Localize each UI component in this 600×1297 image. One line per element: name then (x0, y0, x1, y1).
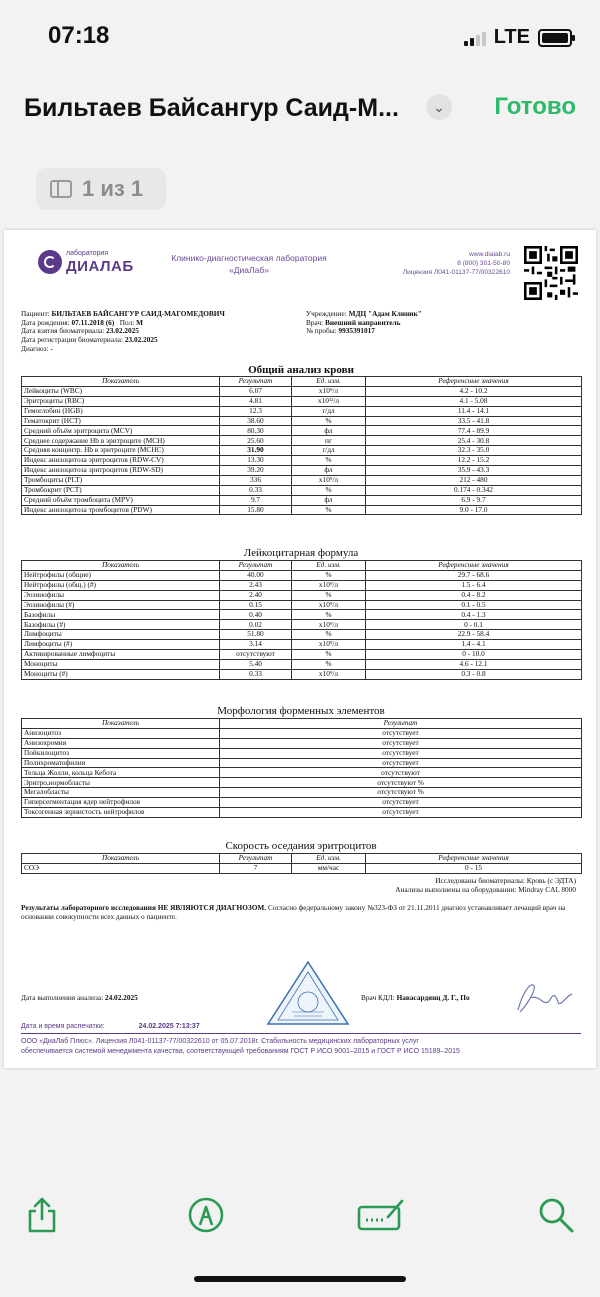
table-row (22, 446, 582, 456)
lab-contacts: www.dialab.ru 8 (800) 301-50-80 Лицензия Л041-01137-77/00322610 (402, 251, 510, 276)
row-value: 51.80 (220, 630, 292, 640)
row-value: г/дл (292, 406, 366, 416)
chevron-down-icon[interactable]: ⌄ (426, 94, 452, 120)
row-label: Лимфоциты (22, 630, 220, 640)
row-value: 35.9 - 43.3 (366, 466, 582, 476)
row-value: фл (292, 466, 366, 476)
table-row (22, 630, 582, 640)
cbc-table (21, 376, 582, 515)
status-bar (0, 0, 600, 76)
row-value: 2.43 (220, 580, 292, 590)
page-count: 1 из 1 (82, 176, 144, 201)
row-label: Мегалобласты (22, 788, 220, 798)
row-value: 33.5 - 41.8 (366, 416, 582, 426)
row-value: 0.02 (220, 620, 292, 630)
row-value: 1.5 - 6.4 (366, 580, 582, 590)
table-row (22, 456, 582, 466)
table-row (22, 475, 582, 485)
row-value: 77.4 - 89.9 (366, 426, 582, 436)
table-header: Показатель Результат Ед. изм. Референсные значения (22, 561, 582, 571)
row-label: Среднее содержание Hb в эритроците (MCH) (22, 436, 220, 446)
table-row (22, 669, 582, 679)
stamp-image (266, 960, 350, 1026)
table-row (22, 416, 582, 426)
row-value: 0.1 - 0.5 (366, 600, 582, 610)
row-value: 12.2 - 15.2 (366, 456, 582, 466)
table-row (22, 436, 582, 446)
lab-doctor: Врач КДЛ: Навасардянц Д. Г., По (361, 993, 470, 1002)
row-value: 212 - 480 (366, 475, 582, 485)
divider (21, 1033, 581, 1034)
row-value: % (292, 630, 366, 640)
table-row (22, 426, 582, 436)
row-value: отсутствует (220, 748, 582, 758)
row-value: отсутствуют % (220, 788, 582, 798)
battery-icon (538, 29, 572, 47)
clock: 07:18 (48, 22, 110, 49)
row-label: Тромбокрит (PCT) (22, 485, 220, 495)
row-value: х10⁹/л (292, 620, 366, 630)
table-row (22, 406, 582, 416)
row-value: 38.60 (220, 416, 292, 426)
row-label: Моноциты (22, 659, 220, 669)
table-row (22, 570, 582, 580)
row-value: 5.40 (220, 659, 292, 669)
table-header: Показатель Результат Ед. изм. Референсные значения (22, 854, 582, 864)
row-value: 6.07 (220, 386, 292, 396)
sidebar-icon (50, 180, 72, 198)
row-value: г/дл (292, 446, 366, 456)
row-value: 4.2 - 10.2 (366, 386, 582, 396)
row-label: Средняя концентр. Hb в эритроците (MCHC) (22, 446, 220, 456)
row-value: х10⁹/л (292, 640, 366, 650)
row-label: Полихроматофилия (22, 758, 220, 768)
license-line-2: обеспечивается системой менеджмента качества, соответствующей требованиям ГОСТ Р ИСО 9001–2015 и ГОСТ Р ИСО 15189–2015 (21, 1048, 460, 1055)
row-value: 6.9 - 9.7 (366, 495, 582, 505)
row-value: 11.4 - 14.1 (366, 406, 582, 416)
row-value: х10⁹/л (292, 580, 366, 590)
document-header (4, 230, 596, 312)
row-label: Базофилы (#) (22, 620, 220, 630)
row-value: 0.33 (220, 669, 292, 679)
section-title-leuko: Лейкоцитарная формула (243, 547, 359, 559)
table-row (22, 758, 582, 768)
row-value: 0.33 (220, 485, 292, 495)
row-label: Токсогенная зернистость нейтрофилов (22, 808, 220, 818)
row-value: отсутствует (220, 758, 582, 768)
row-label: Нейтрофилы (общие) (22, 570, 220, 580)
row-value: 0 - 0.1 (366, 620, 582, 630)
patient-name-row: Пациент: БИЛЬТАЕВ БАЙСАНГУР САИД-МАГОМЕДОВИЧ (21, 309, 225, 318)
row-label: Гематокрит (HCT) (22, 416, 220, 426)
row-value: % (292, 570, 366, 580)
row-label: Гемоглобин (HGB) (22, 406, 220, 416)
row-value: 0.3 - 0.8 (366, 669, 582, 679)
document-page (4, 230, 596, 1068)
row-label: Индекс анизоцитоза эритроцитов (RDW-CV) (22, 456, 220, 466)
table-row (22, 386, 582, 396)
table-row (22, 396, 582, 406)
table-row (22, 738, 582, 748)
row-value: 7 (220, 863, 292, 873)
row-value: 0.4 - 8.2 (366, 590, 582, 600)
row-label: СОЭ (22, 863, 220, 873)
table-row (22, 863, 582, 873)
row-value: % (292, 505, 366, 515)
row-value: 9.0 - 17.0 (366, 505, 582, 515)
sample-date-row: Дата взятия биоматериала: 23.02.2025 (21, 326, 139, 336)
row-label: Активированные лимфоциты (22, 650, 220, 660)
diagnosis-row: Диагноз: - (21, 343, 53, 353)
table-row (22, 808, 582, 818)
row-value: отсутствует (220, 798, 582, 808)
row-label: Тромбоциты (PLT) (22, 475, 220, 485)
row-value: 4.6 - 12.1 (366, 659, 582, 669)
analysis-date: Дата выполнения анализа: 24.02.2025 (21, 993, 138, 1002)
row-value: фл (292, 426, 366, 436)
table-row (22, 580, 582, 590)
row-value: 32.3 - 35.0 (366, 446, 582, 456)
row-value: % (292, 650, 366, 660)
table-row (22, 650, 582, 660)
markup-icon[interactable] (186, 1195, 226, 1235)
row-label: Анизохромия (22, 738, 220, 748)
birth-date-row: Дата рождения: 07.11.2018 (6) Пол: М (21, 317, 143, 327)
section-title-esr: Скорость оседания эритроцитов (225, 840, 377, 852)
row-value: отсутствует (220, 728, 582, 738)
row-value: 1.4 - 4.1 (366, 640, 582, 650)
row-value: % (292, 590, 366, 600)
registration-date-row: Дата регистрации биоматериала: 23.02.2025 (21, 335, 158, 345)
row-value: 9.7 (220, 495, 292, 505)
signature-image (510, 978, 580, 1016)
dialab-logo-icon (38, 250, 62, 274)
row-value: 3.14 (220, 640, 292, 650)
row-label: Средний объём тромбоцита (MPV) (22, 495, 220, 505)
esr-table (21, 853, 582, 874)
disclaimer: Результаты лабораторного исследования НЕ ЯВЛЯЮТСЯ ДИАГНОЗОМ. Согласно федеральному закону №323-ФЗ от 21.11.2011 диагноз устанавливает лечащий врач на основании совокупности всех данных о пациенте. (21, 903, 566, 921)
row-value: 0.174 - 0.342 (366, 485, 582, 495)
row-value: 0.15 (220, 600, 292, 610)
row-label: Гиперсегментация ядер нейтрофилов (22, 798, 220, 808)
row-value: 31.90 (220, 446, 292, 456)
table-row (22, 610, 582, 620)
row-label: Средний объём эритроцита (MCV) (22, 426, 220, 436)
table-row (22, 485, 582, 495)
table-row (22, 640, 582, 650)
table-header: Показатель Результат (22, 719, 582, 729)
table-row (22, 590, 582, 600)
row-value: х10¹²/л (292, 396, 366, 406)
table-row (22, 600, 582, 610)
row-value: отсутствуют (220, 768, 582, 778)
share-icon[interactable] (22, 1195, 62, 1235)
row-value: 0.4 - 1.3 (366, 610, 582, 620)
row-label: Индекс анизоцитоза тромбоцитов (PDW) (22, 505, 220, 515)
row-label: Пойкилоцитоз (22, 748, 220, 758)
row-value: 29.7 - 68.6 (366, 570, 582, 580)
row-label: Моноциты (#) (22, 669, 220, 679)
network-label: LTE (493, 26, 530, 48)
row-label: Нейтрофилы (общ.) (#) (22, 580, 220, 590)
section-title-cbc: Общий анализ крови (248, 364, 354, 376)
biomaterial-note: Исследованы биоматериалы: Кровь (с ЭДТА) (435, 876, 576, 885)
row-value: 40.00 (220, 570, 292, 580)
logo-title: ДИАЛАБ (66, 258, 134, 275)
row-label: Индекс анизоцитоза эритроцитов (RDW-SD) (22, 466, 220, 476)
row-value: 4.1 - 5.08 (366, 396, 582, 406)
table-row (22, 728, 582, 738)
table-row (22, 798, 582, 808)
search-icon[interactable] (536, 1195, 576, 1235)
morph-table (21, 718, 582, 818)
table-row (22, 748, 582, 758)
table-row (22, 768, 582, 778)
row-value: фл (292, 495, 366, 505)
row-value: отсутствует (220, 738, 582, 748)
done-button[interactable]: Готово (494, 93, 576, 120)
signature-icon[interactable] (356, 1195, 406, 1235)
row-value: 4.81 (220, 396, 292, 406)
table-header: Показатель Результат Ед. изм. Референсные значения (22, 377, 582, 387)
row-value: х10⁹/л (292, 386, 366, 396)
row-value: пг (292, 436, 366, 446)
table-row (22, 495, 582, 505)
table-row (22, 788, 582, 798)
row-value: % (292, 485, 366, 495)
doctor-row: Врач: Внешний направитель (306, 317, 401, 327)
row-label: Базофилы (22, 610, 220, 620)
row-value: 2.40 (220, 590, 292, 600)
table-row (22, 659, 582, 669)
logo-subtitle: лаборатория (66, 250, 109, 257)
row-value: 25.60 (220, 436, 292, 446)
row-value: 15.80 (220, 505, 292, 515)
row-label: Эозинофилы (#) (22, 600, 220, 610)
row-label: Эритроциты (RBC) (22, 396, 220, 406)
row-value: % (292, 416, 366, 426)
row-label: Эритро,нормобласты (22, 778, 220, 788)
row-label: Лейкоциты (WBC) (22, 386, 220, 396)
row-value: 0.40 (220, 610, 292, 620)
row-value: отсутствуют (220, 650, 292, 660)
lab-name: Клинико-диагностическая лаборатория «ДиаЛаб» (171, 253, 327, 275)
row-value: 336 (220, 475, 292, 485)
row-value: 12.3 (220, 406, 292, 416)
row-value: % (292, 610, 366, 620)
table-row (22, 778, 582, 788)
row-value: % (292, 456, 366, 466)
row-value: 0 - 15 (366, 863, 582, 873)
section-title-morph: Морфология форменных элементов (217, 705, 385, 717)
row-value: отсутствуют % (220, 778, 582, 788)
qr-code (524, 246, 578, 300)
table-row (22, 620, 582, 630)
table-row (22, 505, 582, 515)
print-time: Дата и время распечатки: 24.02.2025 7:13:37 (21, 1023, 200, 1030)
row-value: 39.20 (220, 466, 292, 476)
institution-row: Учреждение: МДЦ "Адам Клиник" (306, 309, 422, 318)
row-value: 25.4 - 30.8 (366, 436, 582, 446)
page-indicator[interactable] (36, 168, 166, 210)
sample-number-row: № пробы: 9935391017 (306, 326, 375, 336)
row-label: Лимфоциты (#) (22, 640, 220, 650)
document-title[interactable]: Бильтаев Байсангур Саид-М... (24, 94, 399, 122)
license-line-1: ООО «ДиаЛаб Плюс». Лицензия Л041-01137-77/00322610 от 05.07.2018г. Стабильность медицинских лабораторных услуг (21, 1038, 419, 1045)
row-value: % (292, 659, 366, 669)
table-row (22, 466, 582, 476)
signal-icon (464, 30, 486, 46)
row-value: 22.9 - 58.4 (366, 630, 582, 640)
row-value: х10⁹/л (292, 600, 366, 610)
row-value: 0 - 10.0 (366, 650, 582, 660)
analyzer-note: Анализы выполнены на оборудовании: Mindray CAL 8000 (395, 885, 576, 894)
leuko-table (21, 560, 582, 680)
row-label: Эозинофилы (22, 590, 220, 600)
home-indicator[interactable] (194, 1276, 406, 1282)
row-label: Анизоцитоз (22, 728, 220, 738)
row-value: 80.30 (220, 426, 292, 436)
row-value: х10⁹/л (292, 475, 366, 485)
patient-info (21, 310, 581, 362)
row-value: мм/час (292, 863, 366, 873)
row-value: х10⁹/л (292, 669, 366, 679)
row-value: отсутствует (220, 808, 582, 818)
row-value: 13.30 (220, 456, 292, 466)
row-label: Тельца Жолли, кольца Кебота (22, 768, 220, 778)
